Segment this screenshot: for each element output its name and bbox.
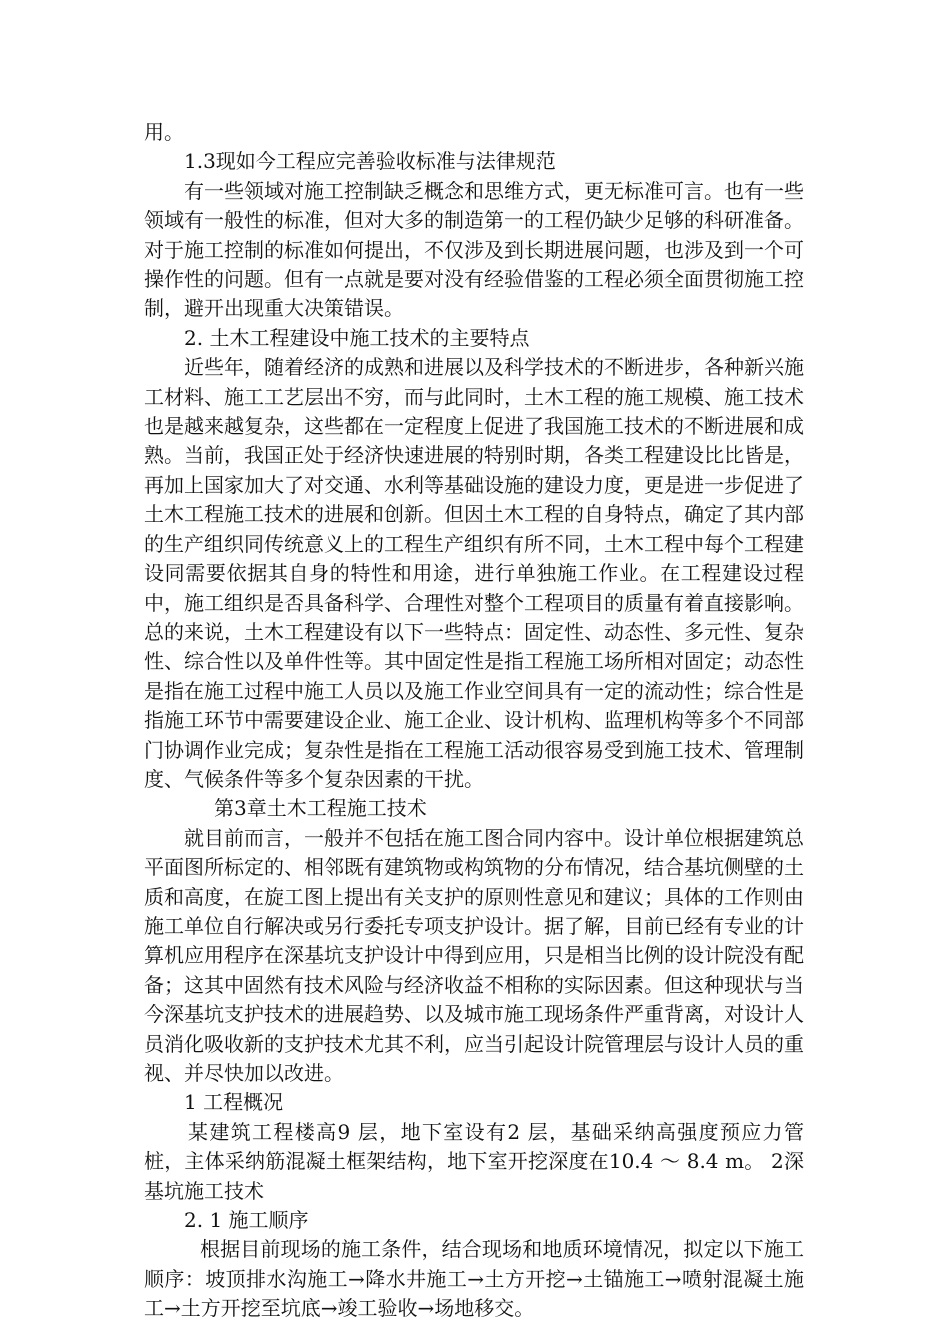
paragraph-standards: 有一些领域对施工控制缺乏概念和思维方式，更无标准可言。也有一些领域有一般性的标准，但对大多的制造第一的工程仍缺少足够的科研准备。对于施工控制的标准如何提出，不仅涉及到长期进展问题，也涉及到一个可操作性的问题。但有一点就是要对没有经验借鉴的工程必须全面贯彻施工控制，避开出现重大决策错误。: [144, 178, 804, 321]
section-heading-1-3: 1.3现如今工程应完善验收标准与法律规范: [184, 149, 556, 174]
paragraph-fragment: 用。: [144, 120, 184, 144]
document-page: [144, 118, 804, 1324]
paragraph-construction-sequence: 根据目前现场的施工条件，结合现场和地质环境情况，拟定以下施工顺序：坡顶排水沟施工→降水井施工→土方开挖→土锚施工→喷射混凝土施工→土方开挖至坑底→竣工验收→场地移交。: [144, 1237, 804, 1321]
paragraph-features: 近些年，随着经济的成熟和进展以及科学技术的不断进步，各种新兴施工材料、施工工艺层出不穷，而与此同时，土木工程的施工规模、施工技术也是越来越复杂，这些都在一定程度上促进了我国施工技术的不断进展和成熟。当前，我国正处于经济快速进展的特别时期，各类工程建设比比皆是，再加上国家加大了对交通、水利等基础设施的建设力度，更是进一步促进了土木工程施工技术的进展和创新。但因土木工程的自身特点，确定了其内部的生产组织同传统意义上的工程生产组织有所不同，土木工程中每个工程建设同需要依据其自身的特性和用途，进行单独施工作业。在工程建设过程中，施工组织是否具备科学、合理性对整个工程项目的质量有着直接影响。总的来说，土木工程建设有以下一些特点：固定性、动态性、多元性、复杂性、综合性以及单件性等。其中固定性是指工程施工场所相对固定；动态性是指在施工过程中施工人员以及施工作业空间具有一定的流动性；综合性是指施工环节中需要建设企业、施工企业、设计机构、监理机构等多个不同部门协调作业完成；复杂性是指在工程施工活动很容易受到施工技术、管理制度、气候条件等多个复杂因素的干扰。: [144, 355, 804, 791]
section-heading-project-overview: 1 工程概况: [184, 1090, 284, 1115]
paragraph-project-overview: 某建筑工程楼高9 层，地下室设有2 层，基础采纳高强度预应力管桩，主体采纳筋混凝土框架结构，地下室开挖深度在10.4 ～ 8.4 m。 2深基坑施工技术: [144, 1119, 804, 1203]
section-heading-2: 2. 土木工程建设中施工技术的主要特点: [184, 325, 530, 350]
section-heading-construction-sequence: 2. 1 施工顺序: [184, 1208, 309, 1233]
paragraph-support-design: 就目前而言，一般并不包括在施工图合同内容中。设计单位根据建筑总平面图所标定的、相邻既有建筑物或构筑物的分布情况，结合基坑侧壁的土质和高度，在旋工图上提出有关支护的原则性意见和建议；具体的工作则由施工单位自行解决或另行委托专项支护设计。据了解，目前已经有专业的计算机应用程序在深基坑支护设计中得到应用，只是相当比例的设计院没有配备；这其中固然有技术风险与经济收益不相称的实际因素。但这种现状与当今深基坑支护技术的进展趋势、以及城市施工现场条件严重背离，对设计人员消化吸收新的支护技术尤其不利，应当引起设计院管理层与设计人员的重视、并尽快加以改进。: [144, 825, 804, 1085]
chapter-heading-3: 第3章土木工程施工技术: [214, 796, 427, 821]
